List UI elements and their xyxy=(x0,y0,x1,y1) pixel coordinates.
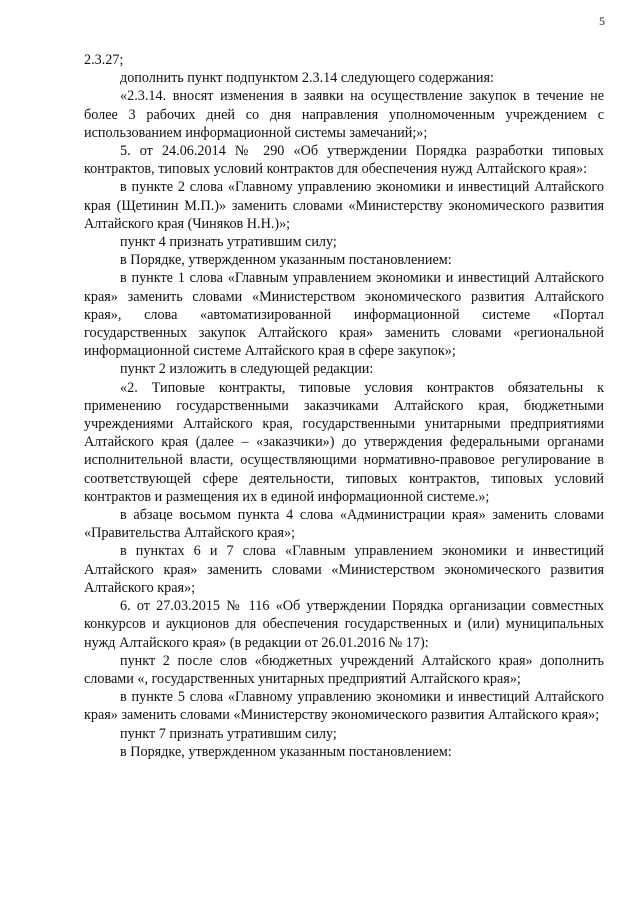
document-body xyxy=(84,51,604,761)
paragraph: 5. от 24.06.2014 № 290 «Об утверждении Порядка разработки типовых контрактов, типовых условий контрактов для обеспечения нужд Алтайского края»: xyxy=(84,143,604,178)
paragraph: в пункте 2 слова «Главному управлению экономики и инвестиций Алтайского края (Щетинин М.П.)» заменить словами «Министерству экономического развития Алтайского края (Чиняков Н.Н.)»; xyxy=(84,179,604,232)
paragraph: в Порядке, утвержденном указанным постановлением: xyxy=(120,743,452,760)
paragraph: дополнить пункт подпунктом 2.3.14 следующего содержания: xyxy=(120,70,494,87)
paragraph: в пункте 5 слова «Главному управлению экономики и инвестиций Алтайского края» заменить словами «Министерству экономического развития Алтайского края»; xyxy=(84,689,604,724)
paragraph: 6. от 27.03.2015 № 116 «Об утверждении Порядка организации совместных конкурсов и аукционов для обеспечения государственных и (или) муниципальных нужд Алтайского края» (в редакции от 26.01.2016 № 17): xyxy=(84,598,604,651)
paragraph: пункт 7 признать утратившим силу; xyxy=(120,725,337,742)
paragraph: пункт 2 после слов «бюджетных учреждений Алтайского края» дополнить словами «, государственных унитарных предприятий Алтайского края»; xyxy=(84,652,604,687)
page-number: 5 xyxy=(599,14,605,28)
paragraph: в Порядке, утвержденном указанным постановлением: xyxy=(120,252,452,269)
paragraph: «2. Типовые контракты, типовые условия контрактов обязательны к применению государственными заказчиками Алтайского края, бюджетными учреждениями Алтайского края, государственными унитарными предприятиями Алтайского края (далее – «заказчики») до утверждения федеральными органами исполнительной власти, осуществляющими нормативно-правовое регулирование в соответствующей сфере деятельности, типовых контрактов, типовых условий контрактов и размещения их в единой информационной системе.»; xyxy=(84,379,604,505)
paragraph: 2.3.27; xyxy=(84,52,124,68)
paragraph: в пунктах 6 и 7 слова «Главным управлением экономики и инвестиций Алтайского края» заменить словами «Министерством экономического развития Алтайского края»; xyxy=(84,543,604,596)
paragraph: пункт 4 признать утратившим силу; xyxy=(120,234,337,251)
paragraph: пункт 2 изложить в следующей редакции: xyxy=(120,361,374,378)
paragraph: в абзаце восьмом пункта 4 слова «Администрации края» заменить словами «Правительства Алтайского края»; xyxy=(84,507,604,542)
paragraph: «2.3.14. вносят изменения в заявки на осуществление закупок в течение не более 3 рабочих дней со дня направления уполномоченным учреждением с использованием информационной системы замечаний;»; xyxy=(84,88,604,141)
paragraph: в пункте 1 слова «Главным управлением экономики и инвестиций Алтайского края» заменить словами «Министерством экономического развития Алтайского края», слова «автоматизированной информационной системе «Портал государственных закупок Алтайского края» заменить словами «региональной информационной системе Алтайского края в сфере закупок»; xyxy=(84,270,604,360)
